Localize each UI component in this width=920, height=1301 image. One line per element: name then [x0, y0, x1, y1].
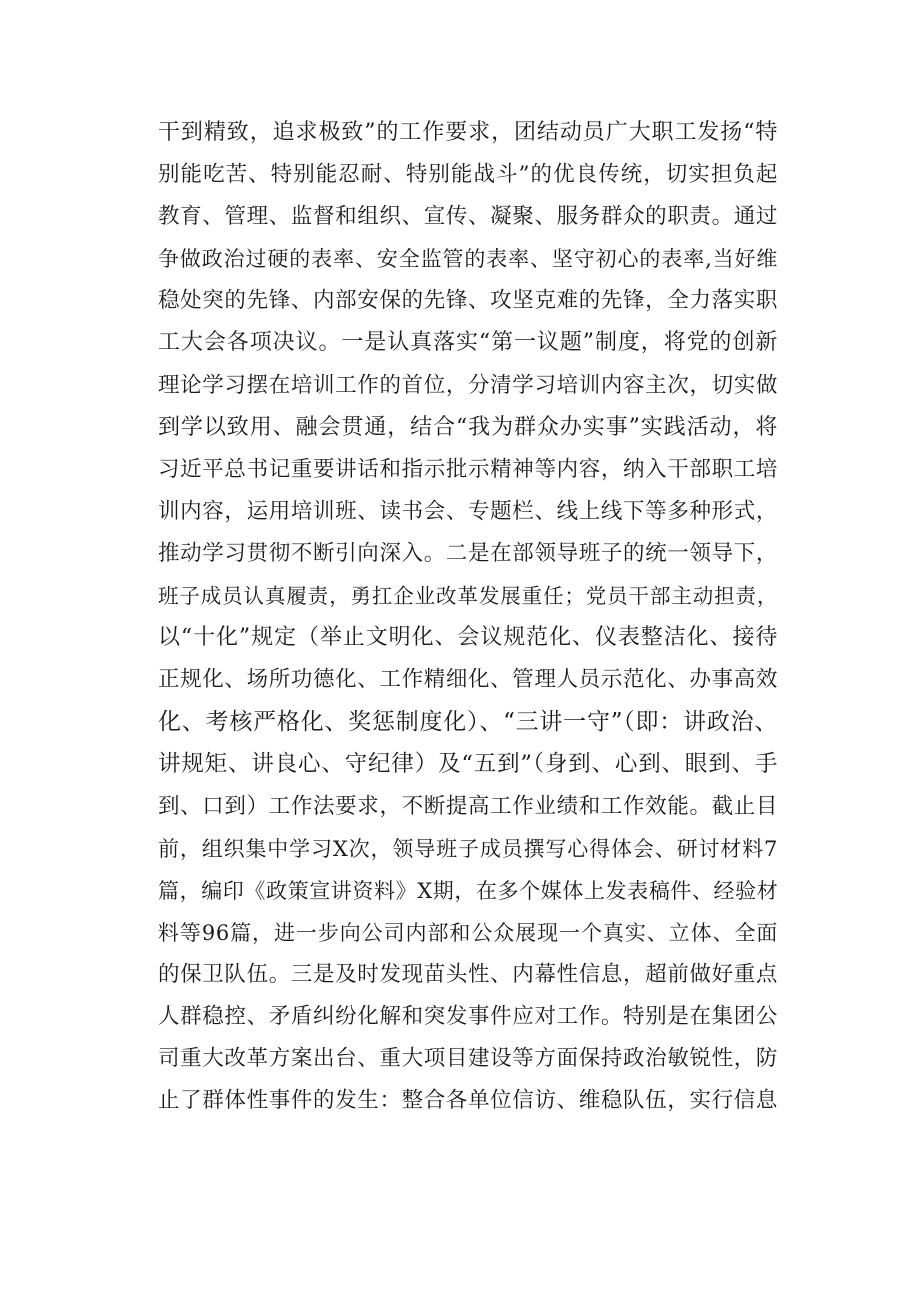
- text-line: 的保卫队伍。三是及时发现苗头性、内幕性信息，超前做好重点: [158, 961, 778, 987]
- text-line: 人群稳控、矛盾纠纷化解和突发事件应对工作。特别是在集团公: [158, 1003, 778, 1029]
- text-line: 止了群体性事件的发生：整合各单位信访、维稳队伍，实行信息: [158, 1088, 778, 1114]
- text-line: 干到精致，追求极致”的工作要求，团结动员广大职工发扬“特: [158, 120, 778, 145]
- text-line: 班子成员认真履责，勇扛企业改革发展重任；党员干部主动担责，: [158, 584, 778, 609]
- text-line: 理论学习摆在培训工作的首位，分清学习培训内容主次，切实做: [158, 372, 778, 398]
- text-line: 司重大改革方案出台、重大项目建设等方面保持政治敏锐性，防: [158, 1046, 778, 1072]
- text-line: 争做政治过硬的表率、安全监管的表率、坚守初心的表率,当好维: [158, 247, 778, 272]
- text-line: 教育、管理、监督和组织、宣传、凝聚、服务群众的职责。通过: [158, 204, 778, 230]
- text-line: 习近平总书记重要讲话和指示批示精神等内容，纳入干部职工培: [158, 456, 778, 482]
- text-line: 工大会各项决议。一是认真落实“第一议题”制度，将党的创新: [158, 330, 778, 356]
- text-line: 推动学习贯彻不断引向深入。二是在部领导班子的统一领导下，: [158, 540, 778, 566]
- body-text: [158, 112, 778, 1122]
- text-line: 到学以致用、融会贯通，结合“我为群众办实事”实践活动，将: [158, 414, 778, 440]
- text-line: 训内容，运用培训班、读书会、专题栏、线上线下等多种形式，: [158, 498, 778, 524]
- text-line: 化、考核严格化、奖惩制度化）、“三讲一守”（即：讲政治、: [158, 709, 778, 736]
- text-line: 前，组织集中学习X次，领导班子成员撰写心得体会、研讨材料7: [158, 836, 778, 861]
- text-line: 别能吃苦、特别能忍耐、特别能战斗”的优良传统，切实担负起: [158, 162, 778, 188]
- text-line: 讲规矩、讲良心、守纪律）及“五到”（身到、心到、眼到、手: [158, 751, 778, 778]
- text-line: 料等96篇，进一步向公司内部和公众展现一个真实、立体、全面: [158, 920, 778, 945]
- text-line: 篇，编印《政策宣讲资料》X期，在多个媒体上发表稿件、经验材: [158, 878, 779, 903]
- text-line: 正规化、场所功德化、工作精细化、管理人员示范化、办事高效: [158, 667, 778, 693]
- text-line: 到、口到）工作法要求，不断提高工作业绩和工作效能。截止目: [158, 793, 778, 819]
- text-line: 稳处突的先锋、内部安保的先锋、攻坚克难的先锋，全力落实职: [158, 288, 778, 314]
- text-line: 以“十化”规定（举止文明化、会议规范化、仪表整洁化、接待: [158, 625, 778, 651]
